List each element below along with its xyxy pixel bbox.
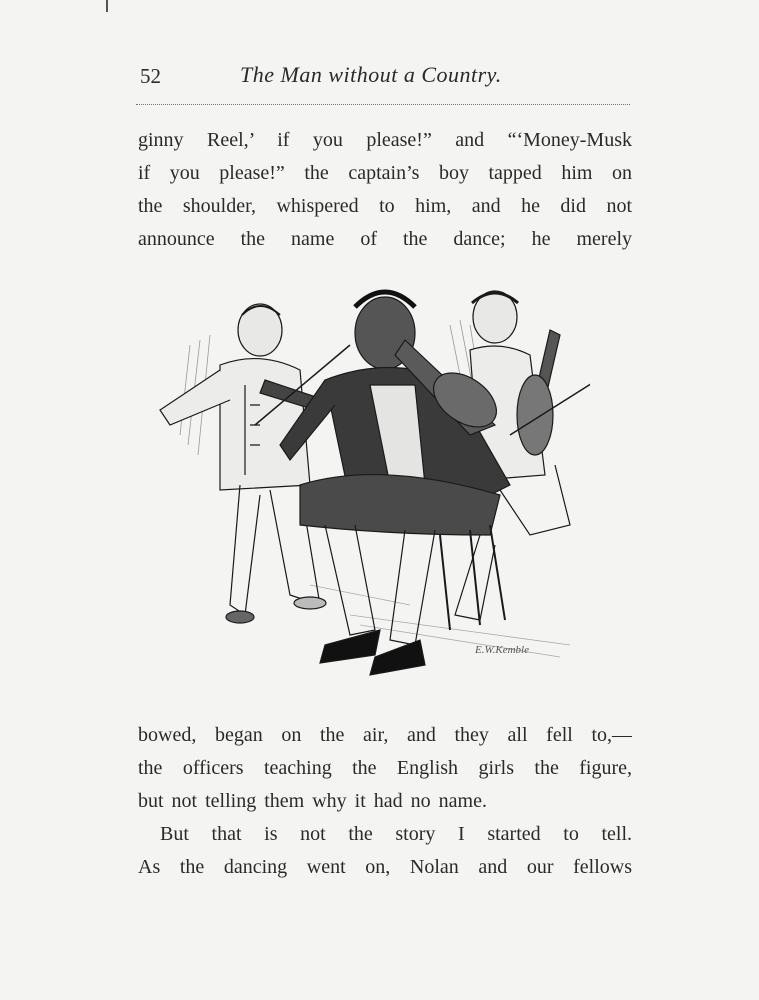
artist-signature: E.W.Kemble xyxy=(475,644,529,656)
text-line: As the dancing went on, Nolan and our fellows xyxy=(138,856,632,878)
text-line: announce the name of the dance; he merely xyxy=(138,228,632,250)
header-rule xyxy=(136,104,630,105)
text-line: if you please!” the captain’s boy tapped him on xyxy=(138,162,632,184)
running-title: The Man without a Country. xyxy=(240,62,502,87)
fiddlers-illustration xyxy=(150,285,590,690)
text-block-bottom xyxy=(138,719,632,884)
text-line: ginny Reel,’ if you please!” and “‘Money-Musk xyxy=(138,129,632,151)
margin-mark xyxy=(106,0,108,12)
text-line: but not telling them why it had no name. xyxy=(138,790,487,812)
text-line: But that is not the story I started to tell. xyxy=(160,823,632,845)
text-line: the shoulder, whispered to him, and he did not xyxy=(138,195,632,217)
text-line: the officers teaching the English girls the figure, xyxy=(138,757,632,779)
page-header xyxy=(138,62,632,92)
text-line: bowed, began on the air, and they all fell to,— xyxy=(138,724,632,746)
fiddlers-drawing xyxy=(150,285,590,690)
page-number: 52 xyxy=(140,64,161,88)
text-block-top xyxy=(138,124,632,256)
left-fiddler xyxy=(160,304,350,623)
